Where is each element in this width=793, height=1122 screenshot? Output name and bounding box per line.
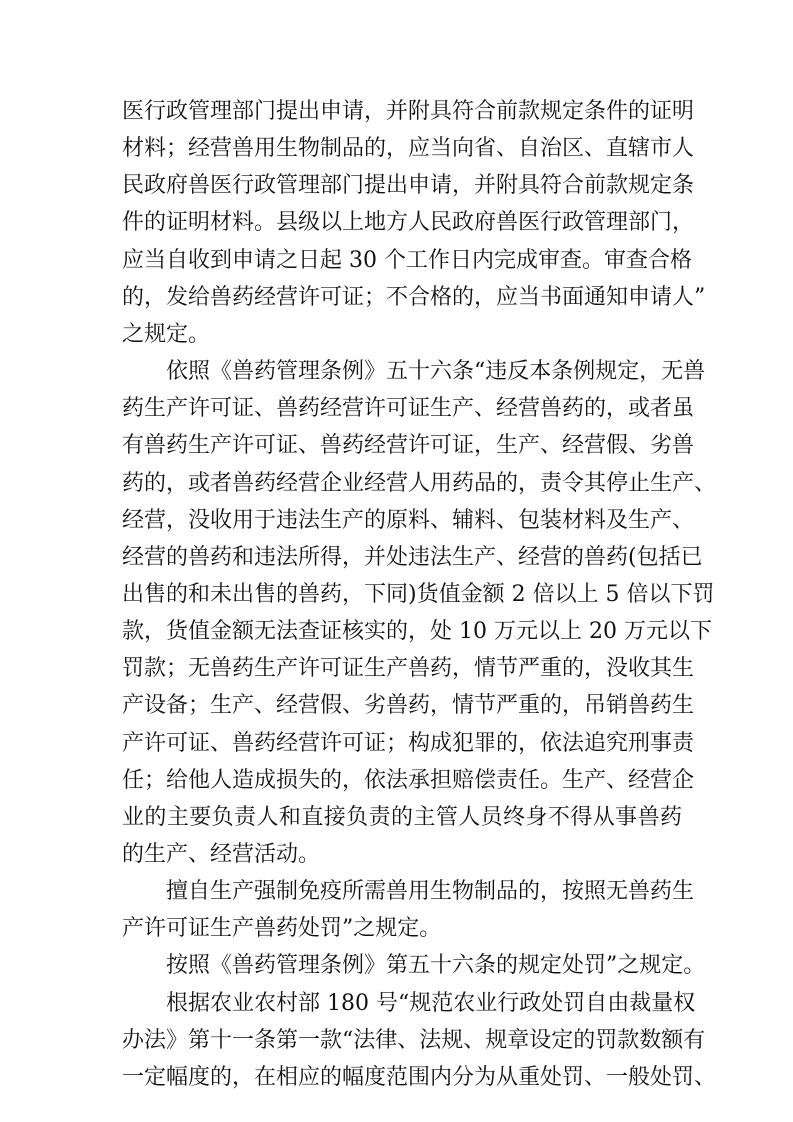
text-line: 药的，或者兽药经营企业经营人用药品的，责令其停止生产、 [122,470,717,496]
text-line: 产许可证、兽药经营许可证；构成犯罪的，依法追究刑事责 [122,730,695,756]
text-line: 经营，没收用于违法生产的原料、辅料、包装材料及生产、 [122,507,695,533]
text-line: 材料；经营兽用生物制品的，应当向省、自治区、直辖市人 [122,136,695,162]
text-line: 按照《兽药管理条例》第五十六条的规定处罚”之规定。 [166,953,706,979]
text-line: 根据农业农村部 180 号“规范农业行政处罚自由裁量权 [166,990,696,1016]
text-line: 产设备；生产、经营假、劣兽药，情节严重的，吊销兽药生 [122,693,695,719]
text-line: 罚款；无兽药生产许可证生产兽药，情节严重的，没收其生 [122,656,695,682]
text-line: 件的证明材料。县级以上地方人民政府兽医行政管理部门， [122,210,695,236]
text-line: 有兽药生产许可证、兽药经营许可证，生产、经营假、劣兽 [122,433,695,459]
text-line: 应当自收到申请之日起 30 个工作日内完成审查。审查合格 [122,247,692,273]
text-line: 医行政管理部门提出申请，并附具符合前款规定条件的证明 [122,99,695,124]
text-line: 的生产、经营活动。 [122,842,321,867]
text-line: 一定幅度的，在相应的幅度范围内分为从重处罚、一般处罚、 [122,1064,717,1090]
text-line: 产许可证生产兽药处罚”之规定。 [122,916,442,942]
text-line: 依照《兽药管理条例》五十六条“违反本条例规定，无兽 [166,359,706,385]
text-line: 的，发给兽药经营许可证；不合格的，应当书面通知申请人” [122,284,706,310]
text-line: 药生产许可证、兽药经营许可证生产、经营兽药的，或者虽 [122,396,695,422]
text-line: 办法》第十一条第一款“法律、法规、规章设定的罚款数额有 [122,1027,706,1053]
text-line: 业的主要负责人和直接负责的主管人员终身不得从事兽药 [122,804,682,830]
text-line: 经营的兽药和违法所得，并处违法生产、经营的兽药(包括已 [122,544,703,570]
text-line: 擅自生产强制免疫所需兽用生物制品的，按照无兽药生 [166,879,695,905]
text-line: 出售的和未出售的兽药，下同)货值金额 2 倍以上 5 倍以下罚 [122,581,715,607]
text-line: 款，货值金额无法查证核实的，处 10 万元以上 20 万元以下 [122,619,712,645]
text-line: 民政府兽医行政管理部门提出申请，并附具符合前款规定条 [122,173,695,199]
text-line: 任；给他人造成损失的，依法承担赔偿责任。生产、经营企 [122,767,695,793]
text-line: 之规定。 [122,321,211,347]
